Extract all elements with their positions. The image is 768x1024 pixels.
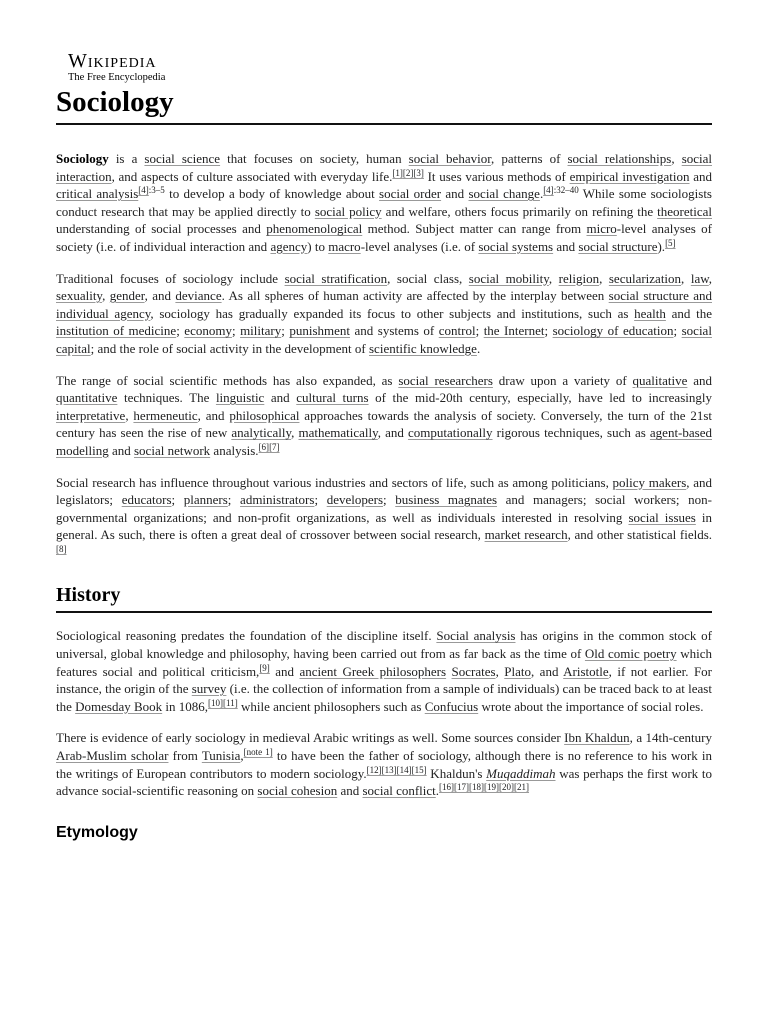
text: . xyxy=(476,340,481,356)
text: , sociology has gradually expanded its focus to other subjects and institutions, such as xyxy=(150,305,635,321)
paragraph-history-1 xyxy=(56,627,712,715)
text: , if not earlier. For instance, the origin of the xyxy=(56,663,713,697)
link-social-interaction[interactable]: social interaction xyxy=(56,151,713,184)
text: and xyxy=(264,390,297,406)
text: ; xyxy=(176,323,185,339)
link-social-conflict[interactable]: social conflict xyxy=(362,783,436,799)
text: . As all spheres of human activity are affected by the interplay between xyxy=(221,288,609,304)
link-social-analysis[interactable]: Social analysis xyxy=(436,628,516,644)
text: ; xyxy=(281,323,290,339)
link-social-systems[interactable]: social systems xyxy=(478,238,554,254)
link-aristotle[interactable]: Aristotle xyxy=(563,663,609,679)
link-the-internet[interactable]: the Internet xyxy=(483,323,545,339)
text: techniques. The xyxy=(117,390,216,406)
citation-13[interactable]: [13] xyxy=(381,764,397,775)
link-religion[interactable]: religion xyxy=(558,270,600,286)
note-1[interactable]: [note 1] xyxy=(243,747,273,758)
citation-refs xyxy=(367,765,427,775)
text: Khaldun's xyxy=(426,765,487,781)
text: The range of social scientific methods has also expanded, as xyxy=(56,372,399,388)
link-punishment[interactable]: punishment xyxy=(289,323,351,339)
link-survey[interactable]: survey xyxy=(191,681,227,697)
citation-refs xyxy=(208,698,238,708)
link-sociology-of-education[interactable]: sociology of education xyxy=(552,323,674,339)
citation-3[interactable]: [3] xyxy=(413,167,424,178)
text: , and other statistical fields. xyxy=(567,527,713,543)
citation-10[interactable]: [10] xyxy=(208,697,224,708)
text: and xyxy=(108,442,134,458)
text: Social research has influence throughout various industries and sectors of life, such as among politicians, xyxy=(56,474,613,490)
text: ; xyxy=(673,323,682,339)
link-military[interactable]: military xyxy=(240,323,282,339)
link-social-capital[interactable]: social capital xyxy=(56,323,712,356)
wikipedia-logo[interactable] xyxy=(68,51,165,84)
link-tunisia[interactable]: Tunisia xyxy=(201,748,241,764)
text: and xyxy=(687,372,712,388)
citation-12[interactable]: [12] xyxy=(366,764,382,775)
text: ; xyxy=(171,492,184,508)
text: , xyxy=(102,288,110,304)
citation-refs xyxy=(392,168,424,178)
text: , and xyxy=(530,663,564,679)
text: and xyxy=(441,186,469,202)
link-scientific-knowledge[interactable]: scientific knowledge xyxy=(369,340,477,356)
paragraph-methods xyxy=(56,372,712,460)
article-body xyxy=(56,150,712,841)
text: analysis. xyxy=(210,442,259,458)
text: and managers; social workers; non-governmental organizations; and non-profit organizations, as well as individuals interested in resolving xyxy=(56,492,712,525)
citation-6[interactable]: [6] xyxy=(258,441,270,452)
link-hermeneutic[interactable]: hermeneutic xyxy=(133,407,198,423)
link-arab-muslim-scholar[interactable]: Arab-Muslim scholar xyxy=(56,748,169,764)
link-muqaddimah[interactable]: Muqaddimah xyxy=(486,765,556,781)
text: , and legislators; xyxy=(56,474,712,508)
link-health[interactable]: health xyxy=(634,305,666,321)
citation-17[interactable]: [17] xyxy=(454,782,470,793)
text: ) to xyxy=(307,238,329,254)
link-plato[interactable]: Plato xyxy=(504,663,531,679)
text: and xyxy=(337,783,363,799)
text: is a xyxy=(108,151,145,166)
text: to have been the father of sociology, although there is no reference to his work in the writings of European contributors to modern sociology. xyxy=(56,748,712,781)
link-social-mobility[interactable]: social mobility xyxy=(468,270,549,286)
text: and xyxy=(269,663,300,679)
citation-5[interactable]: [5] xyxy=(665,237,676,248)
text: and systems of xyxy=(350,323,439,339)
link-ibn-khaldun[interactable]: Ibn Khaldun xyxy=(564,730,630,746)
text: , and xyxy=(197,407,230,423)
text: has origins in the common stock of universal, global knowledge and philosophy, having been carried out from as far back as the time of xyxy=(56,628,712,662)
link-planners[interactable]: planners xyxy=(183,492,228,508)
citation-refs xyxy=(138,185,165,195)
text: from xyxy=(168,748,202,764)
link-control[interactable]: control xyxy=(438,323,476,339)
link-domesday-book[interactable]: Domesday Book xyxy=(75,698,163,714)
link-educators[interactable]: educators xyxy=(121,492,172,508)
text: , and aspects of culture associated with everyday life. xyxy=(111,168,393,184)
text: . xyxy=(435,783,440,799)
citation-refs xyxy=(543,185,579,195)
text: Traditional focuses of sociology include xyxy=(56,270,285,286)
citation-7[interactable]: [7] xyxy=(269,441,280,452)
link-socrates[interactable]: Socrates xyxy=(451,663,496,679)
link-agent-based-modelling[interactable]: agent-based modelling xyxy=(56,425,712,458)
text: It uses various methods of xyxy=(423,168,570,184)
text: , xyxy=(599,270,609,286)
text: ). xyxy=(657,238,666,254)
citation-pages: :3–5 xyxy=(148,185,165,196)
text: . xyxy=(539,186,544,202)
text: method. Subject matter can range from xyxy=(362,221,587,237)
link-developers[interactable]: developers xyxy=(326,492,383,508)
link-computationally[interactable]: computationally xyxy=(408,425,493,441)
text: , xyxy=(671,151,682,166)
citation-4b[interactable]: [4] xyxy=(543,185,554,196)
link-social-relationships[interactable]: social relationships xyxy=(567,151,672,166)
text: -level analyses of society (i.e. of individual interaction and xyxy=(56,221,712,254)
citation-8[interactable]: [8] xyxy=(56,543,67,554)
logo-wordmark: Wikipedia xyxy=(68,50,157,72)
text: rigorous techniques, such as xyxy=(492,425,650,441)
text: while ancient philosophers such as xyxy=(237,698,425,714)
link-critical-analysis[interactable]: critical analysis xyxy=(56,186,139,202)
text: ; xyxy=(383,492,396,508)
text: , xyxy=(495,663,505,679)
citation-15[interactable]: [15] xyxy=(411,764,427,775)
link-law[interactable]: law xyxy=(690,270,709,286)
link-social-policy[interactable]: social policy xyxy=(314,203,382,219)
text: to develop a body of knowledge about xyxy=(164,186,380,202)
link-social-network[interactable]: social network xyxy=(134,442,211,458)
paragraph-focuses xyxy=(56,270,712,358)
citation-11[interactable]: [11] xyxy=(223,697,238,708)
text: , a 14th-century xyxy=(629,730,712,746)
text: approaches towards the analysis of society. Conversely, the turn of the 21st century has seen the rise of new xyxy=(56,407,712,441)
citation-refs xyxy=(244,747,273,757)
link-social-behavior[interactable]: social behavior xyxy=(408,151,492,166)
text: , xyxy=(240,748,244,764)
text: There is evidence of early sociology in medieval Arabic writings as well. Some sources consider xyxy=(56,730,565,746)
link-economy[interactable]: economy xyxy=(184,323,232,339)
link-social-change[interactable]: social change xyxy=(468,186,540,202)
text: was perhaps the first work to advance social-scientific reasoning on xyxy=(56,765,712,799)
citation-18[interactable]: [18] xyxy=(469,782,485,793)
paragraph-influence xyxy=(56,474,712,562)
link-social-researchers[interactable]: social researchers xyxy=(398,372,493,388)
text: , xyxy=(708,270,713,286)
text: , and xyxy=(377,425,409,441)
link-social-stratification[interactable]: social stratification xyxy=(284,270,388,286)
citation-16[interactable]: [16] xyxy=(439,782,455,793)
link-theoretical[interactable]: theoretical xyxy=(657,203,712,219)
link-analytically[interactable]: analytically xyxy=(231,425,292,441)
link-business-magnates[interactable]: business magnates xyxy=(395,492,498,508)
citation-2[interactable]: [2] xyxy=(402,167,414,178)
link-market-research[interactable]: market research xyxy=(484,527,568,543)
text: ; xyxy=(475,323,484,339)
page-title: Sociology xyxy=(56,86,174,118)
citation-4[interactable]: [4] xyxy=(138,185,149,196)
text: Sociological reasoning predates the foundation of the discipline itself. xyxy=(56,628,437,644)
text: (i.e. the collection of information from a sample of individuals) can be traced back to at least the xyxy=(56,681,712,714)
link-quantitative[interactable]: quantitative xyxy=(56,390,118,406)
link-mathematically[interactable]: mathematically xyxy=(298,425,378,441)
link-policy-makers[interactable]: policy makers xyxy=(612,474,687,490)
link-phenomenological[interactable]: phenomenological xyxy=(266,221,363,237)
citation-19[interactable]: [19] xyxy=(484,782,500,793)
citation-refs xyxy=(56,544,67,554)
title-divider xyxy=(56,123,712,125)
link-institution-of-medicine[interactable]: institution of medicine xyxy=(56,323,177,339)
link-structure-and-agency[interactable]: social structure and individual agency xyxy=(56,288,713,321)
text: , xyxy=(681,270,691,286)
link-old-comic-poetry[interactable]: Old comic poetry xyxy=(584,646,677,662)
citation-14[interactable]: [14] xyxy=(396,764,412,775)
section-divider xyxy=(56,611,712,613)
text: , social class, xyxy=(387,270,469,286)
text: and xyxy=(553,238,579,254)
text: and the xyxy=(665,305,712,321)
text: ; xyxy=(231,323,241,339)
link-cultural-turns[interactable]: cultural turns xyxy=(296,390,369,406)
text: , patterns of xyxy=(491,151,568,166)
text: in general. As such, there is often a great deal of crossover between social research, xyxy=(56,509,712,543)
text: , and xyxy=(144,288,176,304)
citation-1[interactable]: [1] xyxy=(392,167,403,178)
text: and xyxy=(689,168,712,184)
link-deviance[interactable]: deviance xyxy=(175,288,222,304)
text: -level analyses (i.e. of xyxy=(360,238,479,254)
citation-pages: :32–40 xyxy=(553,185,579,196)
section-heading-etymology: Etymology xyxy=(56,823,138,841)
text: in 1086, xyxy=(162,698,209,714)
text: understanding of social processes and xyxy=(56,221,267,237)
text: draw upon a variety of xyxy=(492,372,633,388)
link-linguistic[interactable]: linguistic xyxy=(215,390,265,406)
link-social-issues[interactable]: social issues xyxy=(628,509,696,525)
text: ; xyxy=(227,492,241,508)
text: that focuses on society, human xyxy=(220,151,409,166)
link-secularization[interactable]: secularization xyxy=(608,270,682,286)
citation-refs xyxy=(259,442,280,452)
text: which features social and political criticism, xyxy=(56,646,712,679)
link-confucius[interactable]: Confucius xyxy=(424,698,479,714)
link-social-order[interactable]: social order xyxy=(379,186,442,202)
link-sexuality[interactable]: sexuality xyxy=(56,288,103,304)
citation-refs xyxy=(665,238,676,248)
link-interpretative[interactable]: interpretative xyxy=(56,407,126,423)
logo-tagline: The Free Encyclopedia xyxy=(68,72,166,83)
text: wrote about the importance of social roles. xyxy=(478,698,704,714)
citation-9[interactable]: [9] xyxy=(259,662,270,673)
section-heading-history: History xyxy=(56,584,121,607)
citation-20[interactable]: [20] xyxy=(499,782,515,793)
paragraph-history-2 xyxy=(56,729,712,799)
link-social-structure[interactable]: social structure xyxy=(578,238,658,254)
link-social-science[interactable]: social science xyxy=(144,151,221,166)
text: , xyxy=(291,425,299,441)
link-gender[interactable]: gender xyxy=(109,288,145,304)
paragraph-intro xyxy=(56,150,712,256)
text: ; xyxy=(544,323,553,339)
citation-refs xyxy=(259,663,270,673)
link-ancient-greek-philosophers[interactable]: ancient Greek philosophers xyxy=(299,663,447,679)
text: ; xyxy=(314,492,327,508)
link-empirical-investigation[interactable]: empirical investigation xyxy=(569,168,690,184)
text: While some sociologists conduct research that may be applied directly to xyxy=(56,186,712,219)
text: ; and the role of social activity in the development of xyxy=(90,340,369,356)
text: of the mid-20th century, especially, have led to increasingly xyxy=(368,390,712,406)
link-qualitative[interactable]: qualitative xyxy=(632,372,688,388)
article-subject: Sociology xyxy=(56,151,109,166)
link-macro[interactable]: macro xyxy=(328,238,361,254)
text: , xyxy=(125,407,134,423)
link-social-cohesion[interactable]: social cohesion xyxy=(257,783,338,799)
citation-21[interactable]: [21] xyxy=(514,782,530,793)
text: , xyxy=(548,270,559,286)
link-philosophical[interactable]: philosophical xyxy=(229,407,300,423)
citation-refs xyxy=(439,782,529,792)
link-agency[interactable]: agency xyxy=(270,238,308,254)
link-administrators[interactable]: administrators xyxy=(240,492,315,508)
text: and welfare, others focus primarily on refining the xyxy=(381,203,658,219)
link-micro[interactable]: micro xyxy=(586,221,617,237)
